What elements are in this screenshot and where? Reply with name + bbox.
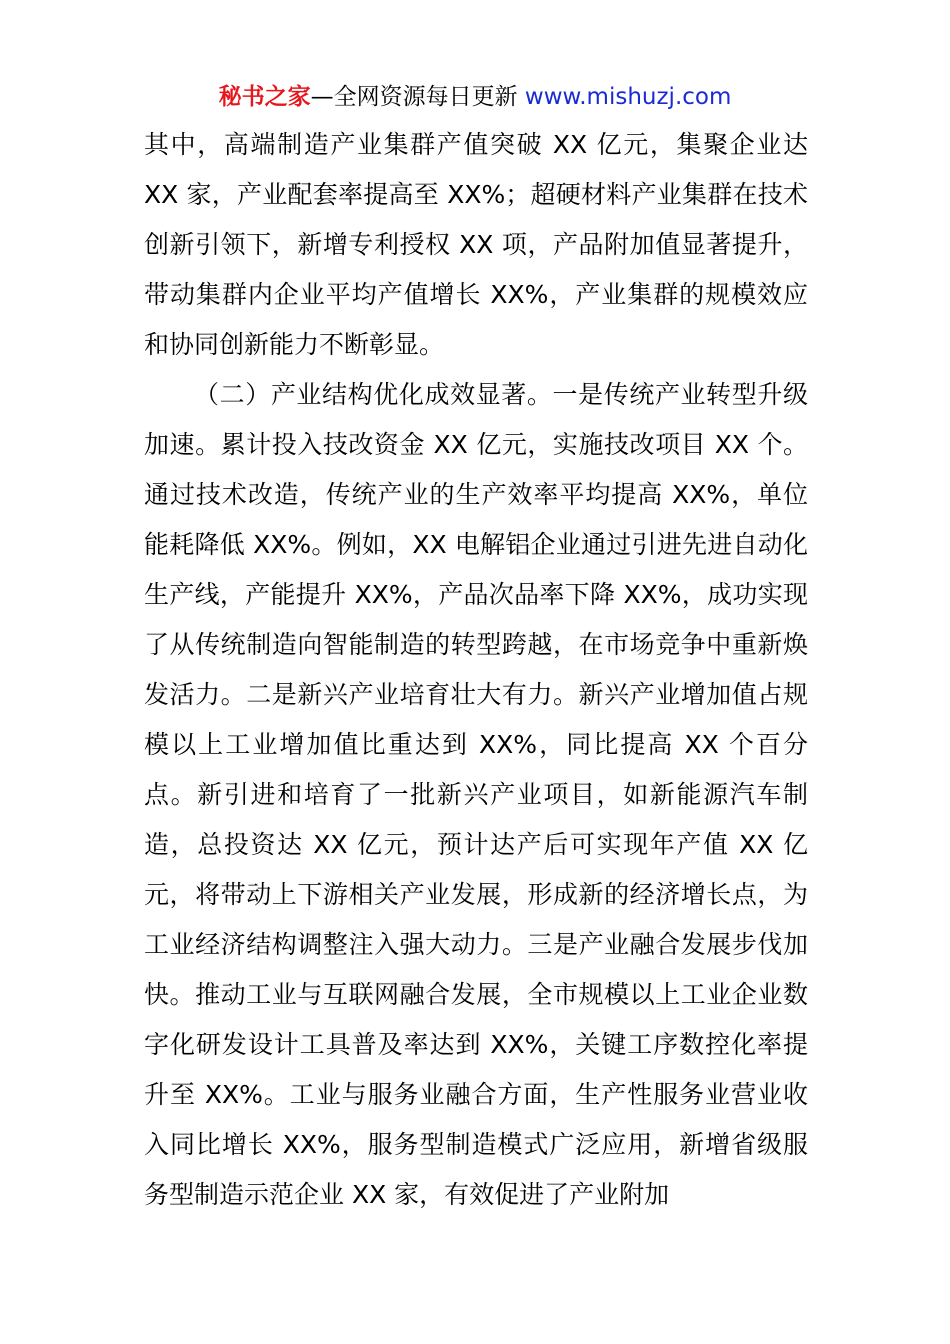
paragraph-continuation: 其中，高端制造产业集群产值突破 XX 亿元，集聚企业达 XX 家，产业配套率提高至 XX%；超硬材料产业集群在技术创新引领下，新增专利授权 XX 项，产品附加值显著提升，带动集群内企业平均产值增长 XX%，产业集群的规模效应和协同创新能力不断彰显。 — [144, 130, 808, 359]
site-url-link[interactable]: www.mishuzj.com — [524, 84, 732, 110]
document-body — [144, 120, 808, 1220]
page-header — [0, 80, 950, 114]
brand-name: 秘书之家 — [218, 84, 311, 110]
paragraph-industrial-structure: （二）产业结构优化成效显著。一是传统产业转型升级加速。累计投入技改资金 XX 亿元，实施技改项目 XX 个。通过技术改造，传统产业的生产效率平均提高 XX%，单位能耗降低 XX%。例如，XX 电解铝企业通过引进先进自动化生产线，产能提升 XX%，产品次品率下降 XX%，成功实现了从传统制造向智能制造的转型跨越，在市场竞争中重新焕发活力。二是新兴产业培育壮大有力。新兴产业增加值占规模以上工业增加值比重达到 XX%，同比提高 XX 个百分点。新引进和培育了一批新兴产业项目，如新能源汽车制造，总投资达 XX 亿元，预计达产后可实现年产值 XX 亿元，将带动上下游相关产业发展，形成新的经济增长点，为工业经济结构调整注入强大动力。三是产业融合发展步伐加快。推动工业与互联网融合发展，全市规模以上工业企业数字化研发设计工具普及率达到 XX%，关键工序数控化率提升至 XX%。工业与服务业融合方面，生产性服务业营业收入同比增长 XX%，服务型制造模式广泛应用，新增省级服务型制造示范企业 XX 家，有效促进了产业附加 — [144, 380, 808, 1209]
header-slogan: —全网资源每日更新 — [310, 84, 518, 110]
